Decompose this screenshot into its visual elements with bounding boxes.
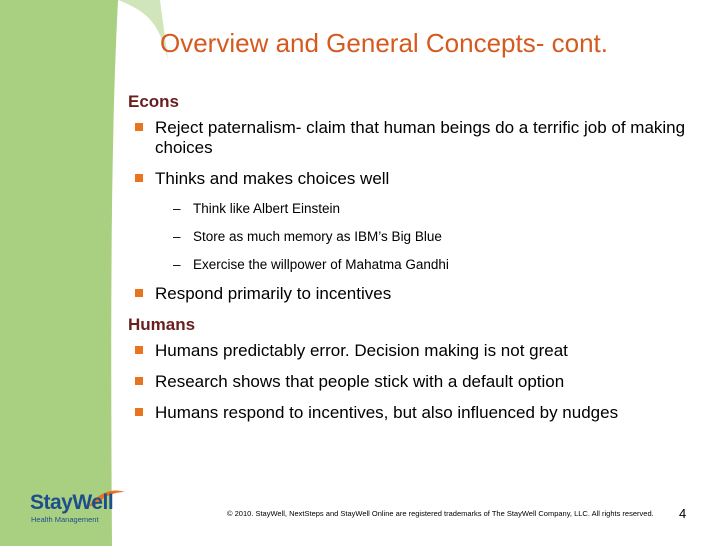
footer-copyright: © 2010. StayWell, NextSteps and StayWell Online are registered trademarks of The StayWell Company, LLC. All rights reserved.: [227, 509, 654, 518]
bullet-text: Reject paternalism- claim that human beings do a terrific job of making choices: [155, 118, 686, 157]
section-heading-econs: Econs: [128, 92, 180, 111]
page-number: 4: [679, 506, 687, 521]
bullet-item: [128, 118, 708, 158]
sub-bullet-text: Think like Albert Einstein: [193, 201, 341, 216]
bullet-square-icon: [135, 408, 143, 416]
bullet-text: Humans predictably error. Decision making is not great: [155, 341, 568, 360]
bullet-text: Research shows that people stick with a default option: [155, 372, 565, 391]
dash-marker: –: [173, 201, 181, 216]
section-heading-humans: Humans: [128, 315, 196, 334]
bullet-square-icon: [135, 174, 143, 182]
bullet-square-icon: [135, 289, 143, 297]
bullet-item: [128, 169, 708, 189]
bullet-item: [128, 341, 708, 361]
sub-bullet-text: Exercise the willpower of Mahatma Gandhi: [193, 257, 449, 272]
sub-bullet-item: [128, 228, 708, 246]
bullet-square-icon: [135, 123, 143, 131]
slide-title: Overview and General Concepts- cont.: [160, 28, 608, 58]
bullet-item: [128, 403, 708, 423]
bullet-item: [128, 372, 708, 392]
dash-marker: –: [173, 229, 181, 244]
dash-marker: –: [173, 257, 181, 272]
staywell-logo: [30, 488, 130, 528]
bullet-text: Humans respond to incentives, but also influenced by nudges: [155, 403, 619, 422]
bullet-square-icon: [135, 377, 143, 385]
slide-content: [128, 92, 708, 434]
bullet-text: Thinks and makes choices well: [155, 169, 390, 188]
logo-subtitle: Health Management: [31, 515, 99, 524]
sub-bullet-item: [128, 256, 708, 274]
bullet-item: [128, 284, 708, 304]
sub-bullet-text: Store as much memory as IBM’s Big Blue: [193, 229, 442, 244]
logo-wordmark: StayWell: [30, 491, 114, 514]
sub-bullet-item: [128, 200, 708, 218]
bullet-square-icon: [135, 346, 143, 354]
bullet-text: Respond primarily to incentives: [155, 284, 392, 303]
